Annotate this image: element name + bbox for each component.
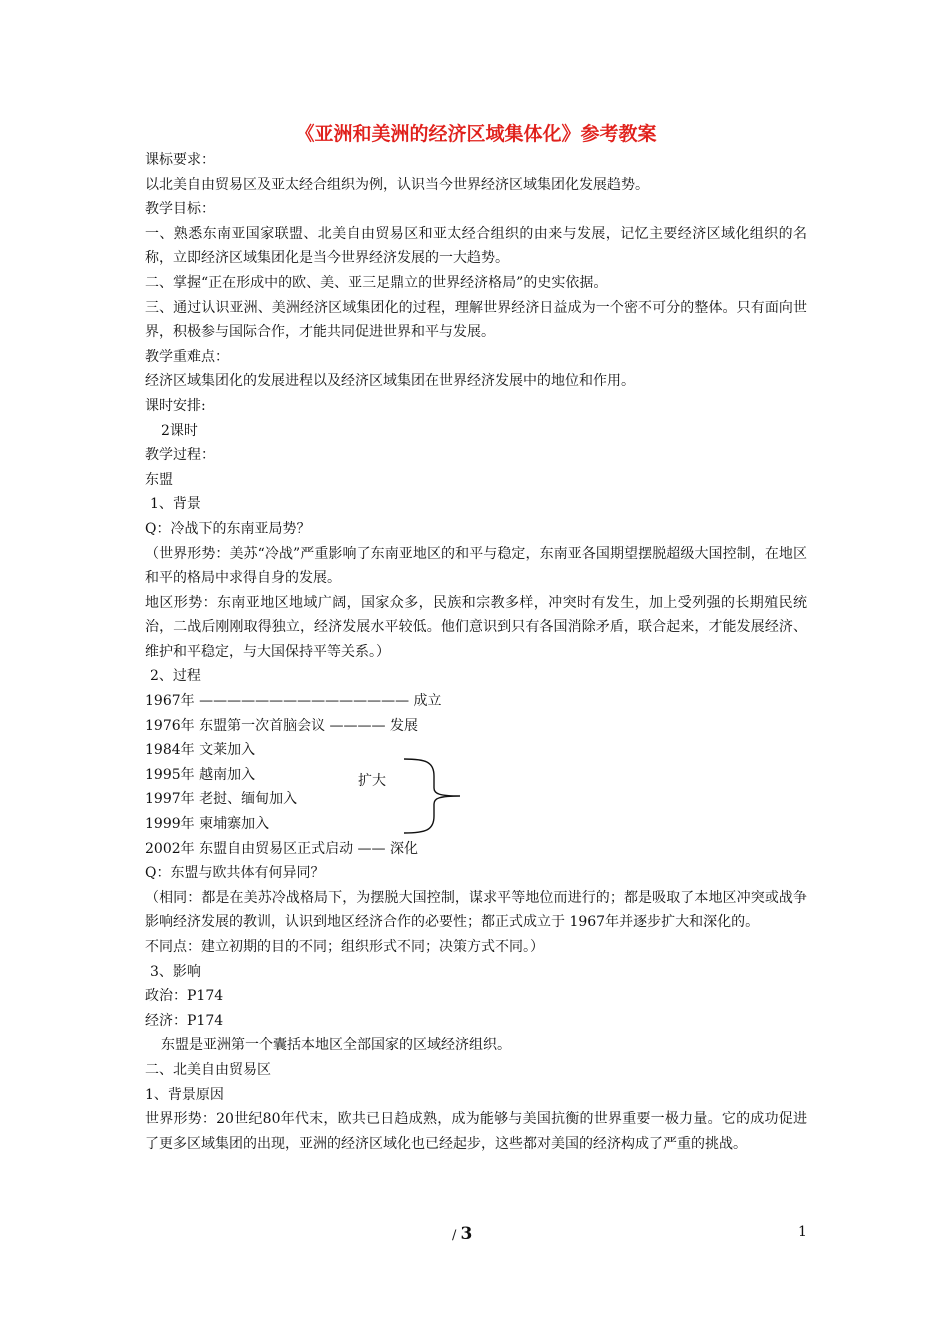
text-paragraph: 一、熟悉东南亚国家联盟、北美自由贸易区和亚太经合组织的由来与发展，记忆主要经济区域化组织的名称，立即经济区域集团化是当今世界经济发展的一大趋势。 xyxy=(145,225,807,267)
text-line: 不同点：建立初期的目的不同；组织形式不同；决策方式不同。） xyxy=(145,939,544,955)
text-paragraph: 三、通过认识亚洲、美洲经济区域集团化的过程，理解世界经济日益成为一个密不可分的整体。只有面向世界，积极参与国际合作，才能共同促进世界和平与发展。 xyxy=(145,299,807,341)
text-line: 以北美自由贸易区及亚太经合组织为例，认识当今世界经济区域集团化发展趋势。 xyxy=(145,176,649,193)
text-line: 东盟 xyxy=(145,471,173,488)
text-line: 1995年 越南加入 xyxy=(145,766,256,783)
page-number: 1 xyxy=(798,1224,807,1240)
text-line: 二、北美自由贸易区 xyxy=(145,1061,271,1078)
brace-label: 扩大 xyxy=(358,773,386,789)
right-brace-icon xyxy=(396,756,466,836)
text-line: 2、过程 xyxy=(150,668,201,685)
text-line: 教学过程： xyxy=(145,447,215,464)
text-line: 2课时 xyxy=(161,422,198,439)
text-line: 1967年 ——————————————— 成立 xyxy=(145,693,442,710)
text-paragraph: （世界形势：美苏“冷战”严重影响了东南亚地区的和平与稳定，东南亚各国期望摆脱超级大国控制，在地区和平的格局中求得自身的发展。 xyxy=(145,545,807,587)
text-line: 教学重难点： xyxy=(145,348,229,365)
text-line: 1999年 柬埔寨加入 xyxy=(145,816,270,833)
text-line: 东盟是亚洲第一个囊括本地区全部国家的区域经济组织。 xyxy=(161,1037,511,1054)
text-line: Q：冷战下的东南亚局势？ xyxy=(145,520,311,537)
page-prefix: / xyxy=(452,1228,461,1243)
text-line: 课时安排: xyxy=(145,397,206,414)
text-line: 经济区域集团化的发展进程以及经济区域集团在世界经济发展中的地位和作用。 xyxy=(145,373,635,390)
text-paragraph: 世界形势：20世纪80年代末，欧共已日趋成熟，成为能够与美国抗衡的世界重要一极力量。它的成功促进了更多区域集团的出现，亚洲的经济区域化也已经起步，这些都对美国的经济构成了严重的挑战。 xyxy=(145,1111,807,1152)
page-total: 3 xyxy=(460,1224,473,1244)
text-line: 政治：P174 xyxy=(145,988,224,1005)
text-paragraph: 地区形势：东南亚地区地域广阔，国家众多，民族和宗教多样，冲突时有发生，加上受列强的长期殖民统治，二战后刚刚取得独立，经济发展水平较低。他们意识到只有各国消除矛盾，联合起来，才能发展经济、维护和平稳定，与大国保持平等关系。） xyxy=(145,594,807,660)
text-line: 经济：P174 xyxy=(145,1012,224,1029)
text-paragraph: （相同：都是在美苏冷战格局下，为摆脱大国控制，谋求平等地位而进行的；都是吸取了本地区冲突或战争影响经济发展的教训，认识到地区经济合作的必要性；都正式成立于 1967年并逐步扩大和深化的。 xyxy=(145,889,807,931)
text-line: Q：东盟与欧共体有何异同？ xyxy=(145,865,325,882)
document-page xyxy=(145,120,807,1156)
text-line: 1976年 东盟第一次首脑会议 ———— 发展 xyxy=(145,717,418,734)
text-line: 1、背景 xyxy=(150,496,201,513)
text-line: 课标要求： xyxy=(145,152,215,168)
page-indicator xyxy=(452,1224,472,1244)
text-line: 1、背景原因 xyxy=(145,1086,224,1103)
text-line: 1997年 老挝、缅甸加入 xyxy=(145,791,298,808)
text-line: 1984年 文莱加入 xyxy=(145,742,256,759)
text-line: 3、影响 xyxy=(150,963,201,980)
text-line: 二、掌握“正在形成中的欧、美、亚三足鼎立的世界经济格局”的史实依据。 xyxy=(145,274,608,291)
text-line: 2002年 东盟自由贸易区正式启动 —— 深化 xyxy=(145,840,418,857)
text-line: 教学目标： xyxy=(145,201,215,218)
document-title: 《亚洲和美洲的经济区域集体化》参考教案 xyxy=(295,123,657,145)
